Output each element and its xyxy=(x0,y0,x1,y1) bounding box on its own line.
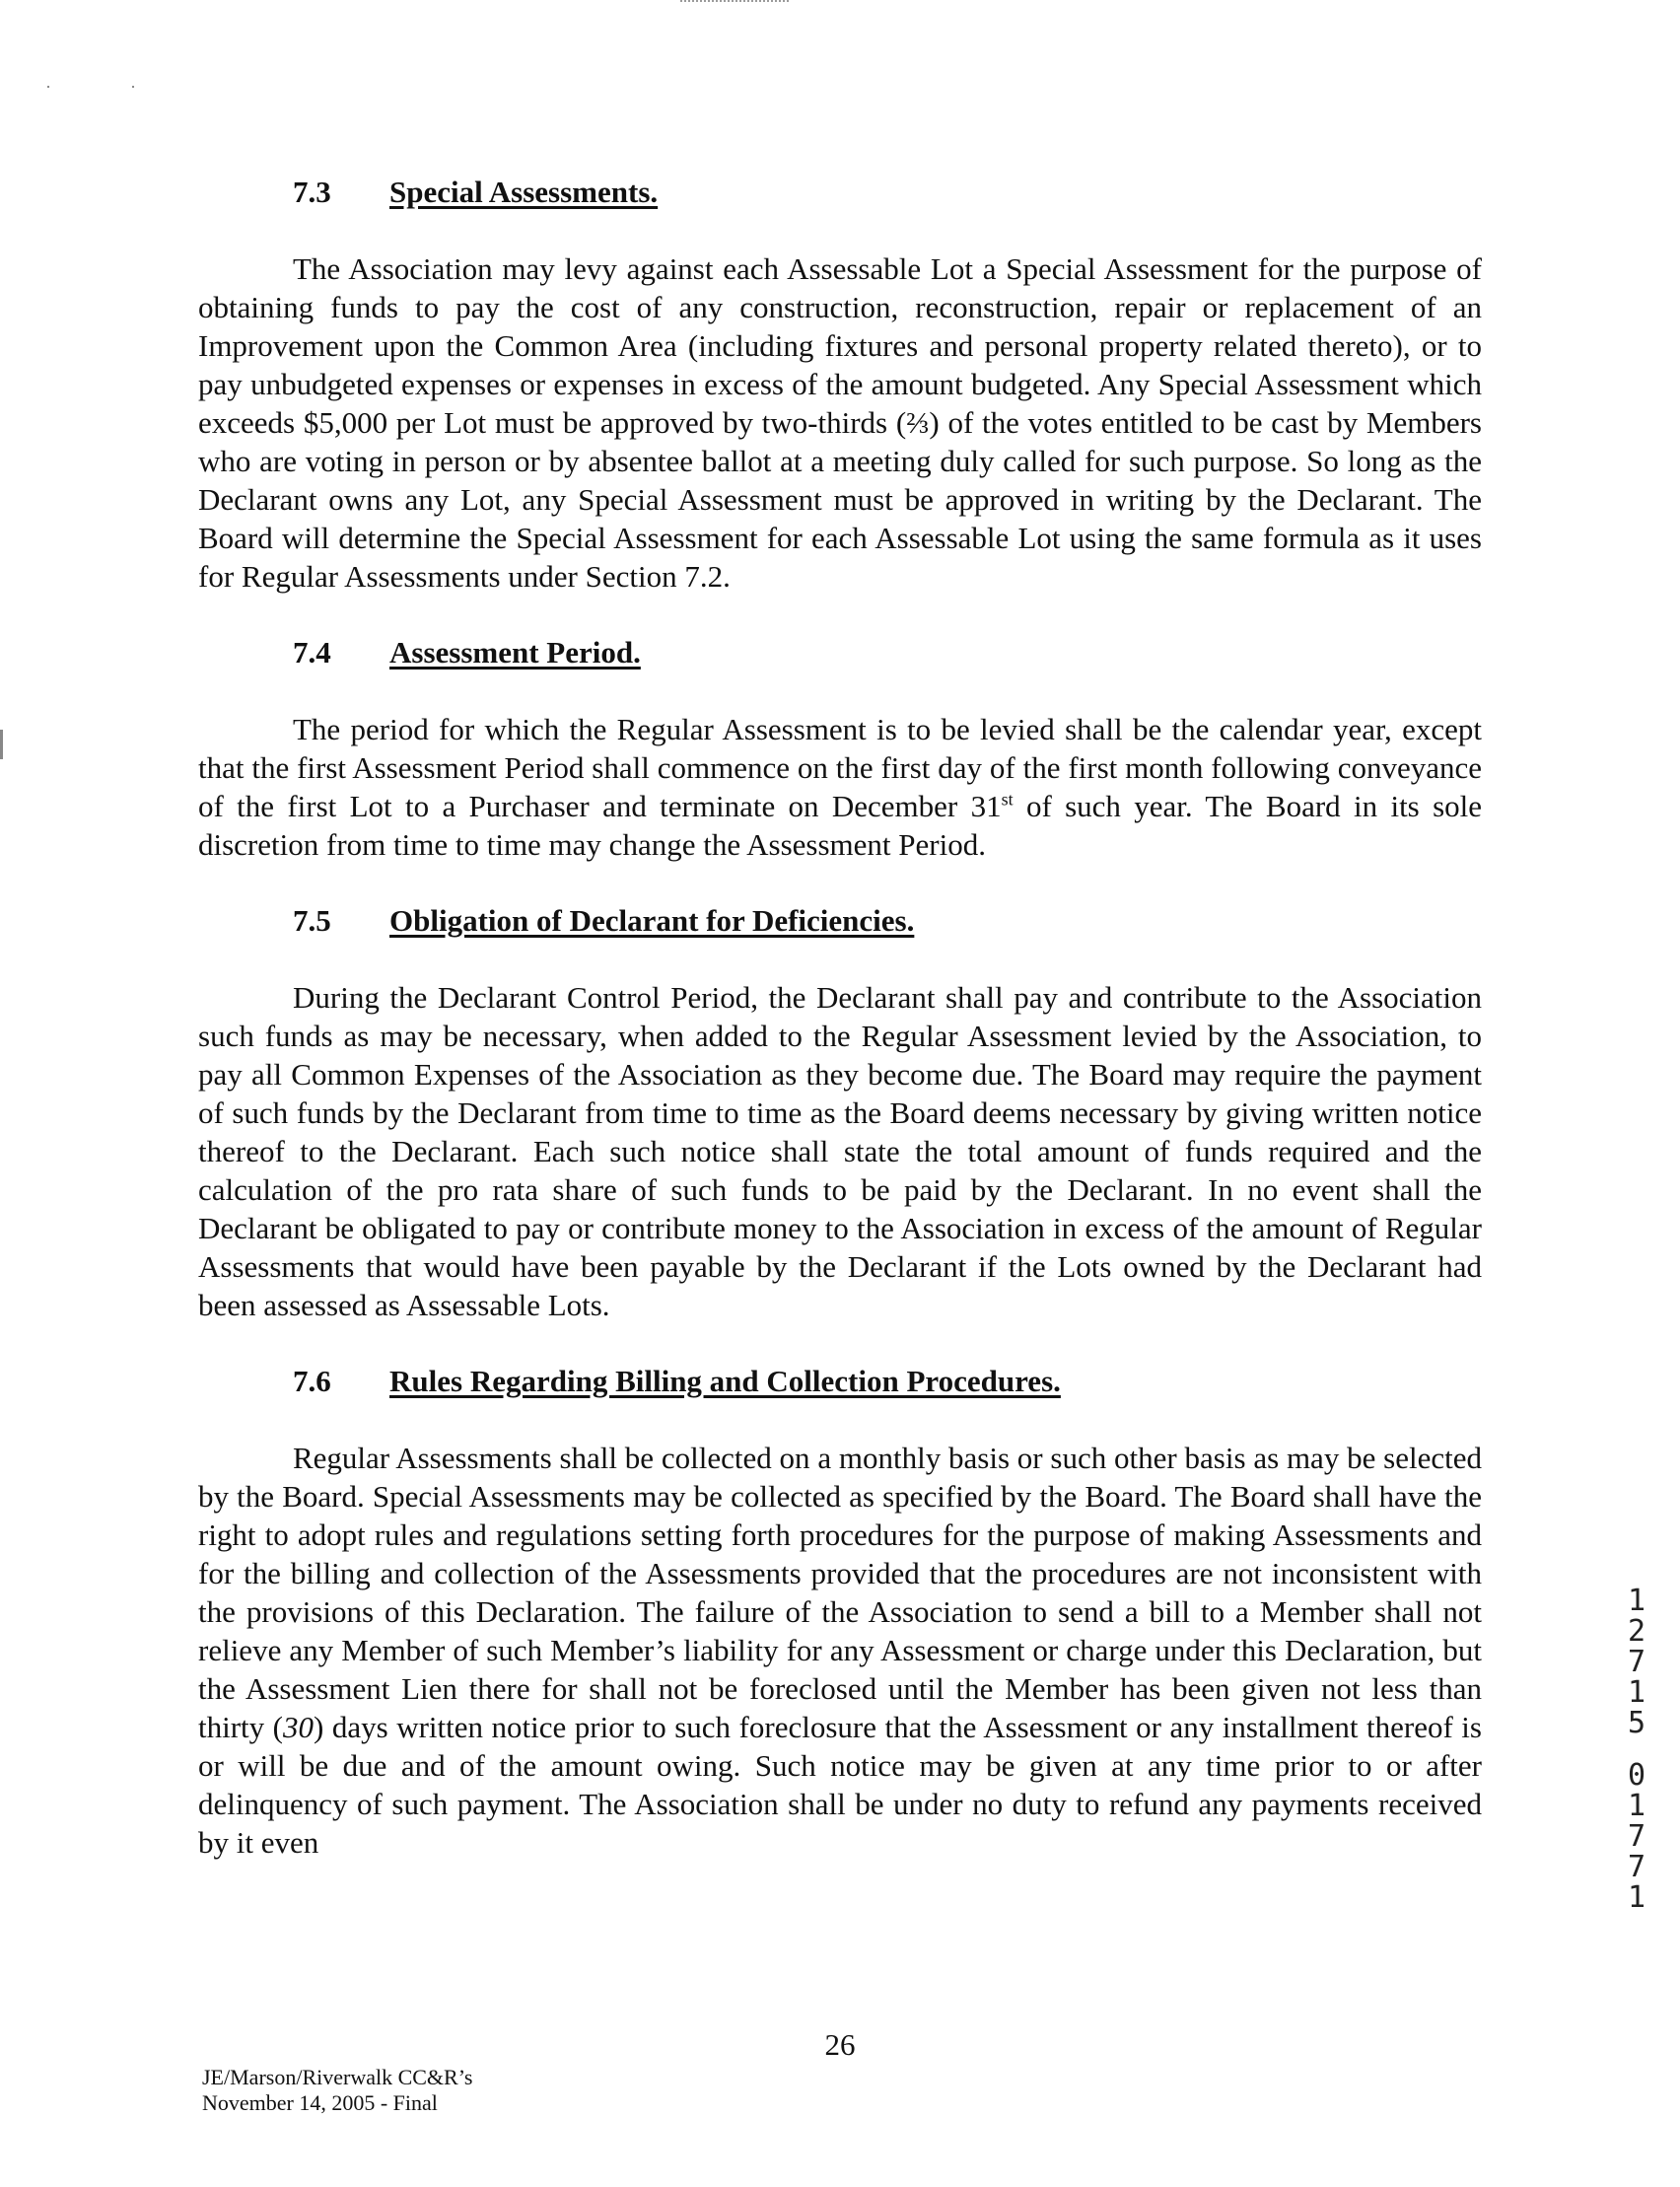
section-heading xyxy=(198,633,1482,672)
document-body xyxy=(198,173,1482,1899)
paragraph-text: of such year. The Board in its sole discretion from time to time may change the Assessment Period. xyxy=(198,789,1483,862)
section-number: 7.3 xyxy=(293,175,331,209)
stamp-digit: 5 xyxy=(1627,1706,1646,1740)
recording-number-stamp xyxy=(1617,1586,1656,1913)
section-title: Obligation of Declarant for Deficiencies. xyxy=(389,903,915,938)
stamp-digit: 7 xyxy=(1627,1850,1646,1884)
footer-line-2: November 14, 2005 - Final xyxy=(202,2090,438,2115)
footer-line-1: JE/Marson/Riverwalk CC&R’s xyxy=(202,2065,473,2089)
scan-edge-mark xyxy=(0,730,3,759)
section-heading xyxy=(198,901,1482,941)
stamp-digit: 7 xyxy=(1627,1819,1646,1854)
section-7-4 xyxy=(198,633,1482,864)
section-title: Special Assessments. xyxy=(389,175,659,209)
section-7-6 xyxy=(198,1362,1482,1862)
section-paragraph: The Association may levy against each Assessable Lot a Special Assessment for the purpose of obtaining funds to pay the cost of any construction, reconstruction, repair or replacement of an Improvement upon the Common Area (including fixtures and personal property related thereto), or to pay unbudgeted expenses or expenses in excess of the amount budgeted. Any Special Assessment which exceeds $5,000 per Lot must be approved by two-thirds (⅔) of the votes entitled to be cast by Members who are voting in person or by absentee ballot at a meeting duly called for such purpose. So long as the Declarant owns any Lot, any Special Assessment must be approved in writing by the Declarant. The Board will determine the Special Assessment for each Assessable Lot using the same formula as it uses for Regular Assessments under Section 7.2. xyxy=(198,251,1482,594)
section-number: 7.5 xyxy=(293,903,331,938)
paragraph-text: ) days written notice prior to such foreclosure that the Assessment or any installment thereof is or will be due and of the amount owing. Such notice may be given at any time prior to or after delinquency of such payment. The Association shall be under no duty to refund any payments received by it even xyxy=(198,1710,1482,1860)
stamp-digit: 1 xyxy=(1627,1584,1646,1618)
section-title: Rules Regarding Billing and Collection Procedures. xyxy=(389,1364,1061,1398)
section-paragraph xyxy=(198,1439,1482,1862)
paragraph-text: The period for which the Regular Assessment is to be levied shall be the calendar year, except that the first Assessment Period shall commence on the first day of the first month following conveyance of the first Lot to a Purchaser and terminate on December 31 xyxy=(198,712,1482,823)
stamp-digit: 2 xyxy=(1627,1614,1646,1649)
document-footer xyxy=(202,2065,472,2116)
scan-margin-dots: ·· xyxy=(45,77,215,97)
section-paragraph: During the Declarant Control Period, the Declarant shall pay and contribute to the Association such funds as may be necessary, when added to the Regular Assessment levied by the Association, to pay all Common Expenses of the Association as they become due. The Board may require the payment of such funds by the Declarant from time to time as the Board deems necessary by giving written notice thereof to the Declarant. Each such notice shall state the total amount of funds required and the calculation of the pro rata share of such funds to be paid by the Declarant. In no event shall the Declarant be obligated to pay or contribute money to the Association in excess of the amount of Regular Assessments that would have been payable by the Declarant if the Lots owned by the Declarant had been assessed as Assessable Lots. xyxy=(198,980,1482,1322)
section-title: Assessment Period. xyxy=(389,635,641,670)
stamp-digit: 0 xyxy=(1627,1758,1646,1793)
section-heading xyxy=(198,173,1482,212)
ordinal-suffix: st xyxy=(1001,789,1014,810)
section-7-5 xyxy=(198,901,1482,1324)
section-number: 7.6 xyxy=(293,1364,331,1398)
stamp-digit: 1 xyxy=(1627,1675,1646,1710)
stamp-digit: 1 xyxy=(1627,1880,1646,1915)
section-paragraph xyxy=(198,710,1482,864)
section-number: 7.4 xyxy=(293,635,331,670)
stamp-digit: 1 xyxy=(1627,1789,1646,1823)
stamp-gap xyxy=(1617,1738,1656,1760)
scan-top-mark xyxy=(680,0,789,6)
paragraph-text: Regular Assessments shall be collected on a monthly basis or such other basis as may be selected by the Board. Special Assessments may be collected as specified by the Board. The Board shall have the right to adopt rules and regulations setting forth procedures for the purpose of making Assessments and for the billing and collection of the Assessments provided that the procedures are not inconsistent with the provisions of this Declaration. The failure of the Association to send a bill to a Member shall not relieve any Member of such Member’s liability for any Assessment or charge under this Declaration, but the Assessment Lien there for shall not be foreclosed until the Member has been given not less than thirty ( xyxy=(198,1441,1482,1744)
page-number: 26 xyxy=(824,2027,856,2062)
italic-number: 30 xyxy=(283,1710,315,1744)
section-7-3 xyxy=(198,173,1482,596)
section-heading xyxy=(198,1362,1482,1401)
stamp-digit: 7 xyxy=(1627,1645,1646,1679)
